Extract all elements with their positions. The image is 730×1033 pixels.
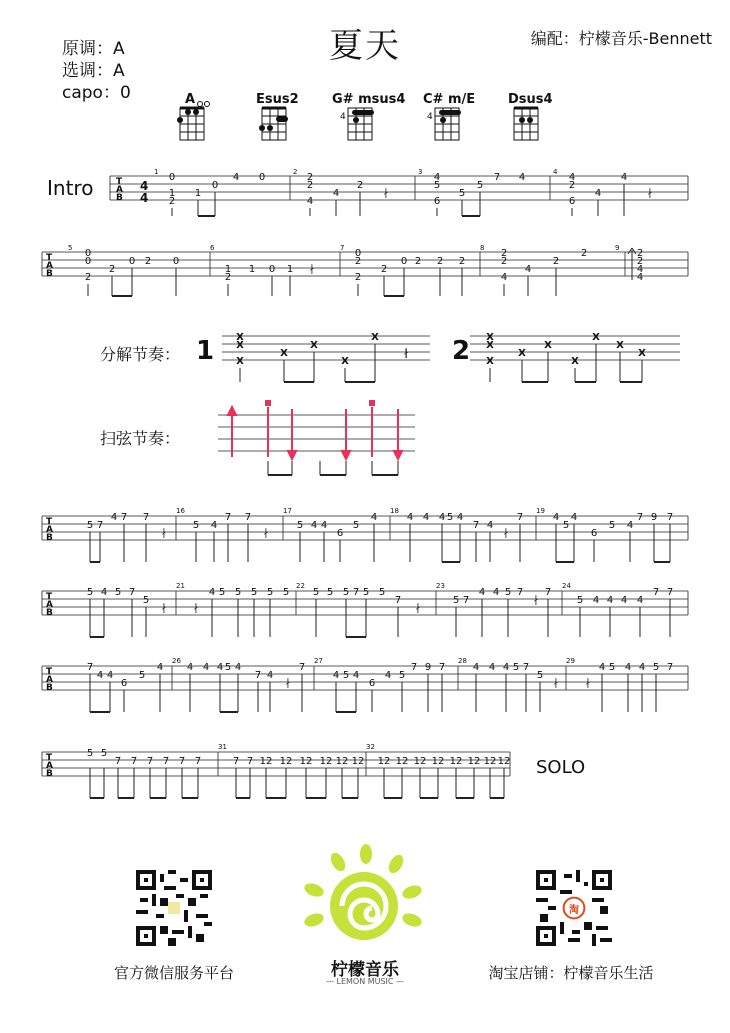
chord-name: Esus2 [256, 92, 299, 107]
capo: capo：0 [62, 83, 131, 103]
svg-text:1: 1 [286, 264, 294, 275]
svg-text:4: 4 [140, 179, 149, 193]
svg-text:4: 4 [216, 662, 224, 673]
svg-text:2: 2 [224, 272, 232, 283]
svg-text:4: 4 [208, 587, 216, 598]
svg-text:24: 24 [562, 582, 571, 590]
svg-text:5: 5 [476, 180, 484, 191]
svg-text:5: 5 [536, 670, 544, 681]
svg-text:7: 7 [516, 587, 524, 598]
svg-text:4: 4 [186, 662, 194, 673]
svg-text:12: 12 [279, 756, 293, 767]
svg-text:1: 1 [248, 264, 256, 275]
svg-text:17: 17 [283, 507, 292, 515]
svg-text:5: 5 [218, 587, 226, 598]
svg-text:X: X [280, 348, 288, 359]
svg-text:7: 7 [128, 587, 136, 598]
fret-number: 4 [340, 112, 346, 122]
svg-text:7: 7 [666, 662, 674, 673]
svg-text:4: 4 [202, 662, 210, 673]
svg-text:12: 12 [497, 756, 511, 767]
svg-text:4: 4 [620, 595, 628, 606]
svg-text:7: 7 [162, 756, 170, 767]
svg-text:T: T [46, 592, 53, 602]
svg-text:2: 2 [458, 256, 466, 267]
svg-text:31: 31 [218, 743, 227, 751]
svg-text:5: 5 [192, 520, 200, 531]
svg-text:2: 2 [580, 248, 588, 259]
arpeggio-patterns [0, 320, 730, 390]
svg-text:∤: ∤ [403, 348, 409, 359]
svg-text:4: 4 [626, 520, 634, 531]
svg-text:7: 7 [232, 756, 240, 767]
svg-text:7: 7 [652, 587, 660, 598]
svg-text:5: 5 [250, 587, 258, 598]
svg-text:2: 2 [500, 248, 508, 259]
svg-text:12: 12 [395, 756, 409, 767]
lemon-music-logo [300, 842, 430, 956]
svg-text:5: 5 [342, 670, 350, 681]
svg-text:∤: ∤ [309, 264, 315, 275]
svg-text:21: 21 [176, 582, 185, 590]
svg-text:4: 4 [636, 264, 644, 275]
svg-text:4: 4 [266, 670, 274, 681]
svg-text:X: X [518, 348, 526, 359]
svg-text:2: 2 [436, 256, 444, 267]
svg-text:4: 4 [568, 172, 576, 183]
svg-text:4: 4 [140, 191, 149, 205]
svg-text:T: T [46, 667, 53, 677]
svg-text:1: 1 [194, 188, 202, 199]
svg-text:A: A [46, 261, 53, 271]
svg-text:12: 12 [431, 756, 445, 767]
svg-text:7: 7 [246, 756, 254, 767]
svg-text:5: 5 [224, 662, 232, 673]
svg-text:7: 7 [146, 756, 154, 767]
svg-text:4: 4 [234, 662, 242, 673]
svg-text:∤: ∤ [415, 603, 421, 614]
svg-text:T: T [46, 253, 53, 263]
svg-text:X: X [486, 340, 494, 351]
svg-text:4: 4 [310, 520, 318, 531]
svg-text:X: X [371, 332, 379, 343]
svg-text:5: 5 [266, 587, 274, 598]
svg-text:12: 12 [335, 756, 349, 767]
svg-text:4: 4 [606, 595, 614, 606]
svg-text:2: 2 [568, 180, 576, 191]
svg-text:7: 7 [462, 595, 470, 606]
chord-grids [0, 90, 730, 150]
svg-text:4: 4 [384, 670, 392, 681]
pattern-number: 1 [196, 336, 215, 366]
svg-text:12: 12 [319, 756, 333, 767]
svg-text:4: 4 [370, 512, 378, 523]
svg-text:5: 5 [114, 587, 122, 598]
svg-text:B: B [116, 193, 123, 203]
svg-text:5: 5 [433, 180, 441, 191]
svg-text:9: 9 [615, 244, 620, 252]
svg-text:4: 4 [306, 196, 314, 207]
svg-text:32: 32 [366, 743, 375, 751]
svg-text:X: X [544, 340, 552, 351]
svg-text:26: 26 [172, 657, 181, 665]
svg-text:12: 12 [299, 756, 313, 767]
svg-text:7: 7 [244, 512, 252, 523]
svg-text:5: 5 [282, 587, 290, 598]
svg-text:0: 0 [128, 256, 136, 267]
svg-text:5: 5 [652, 662, 660, 673]
taobao-caption: 淘宝店铺：柠檬音乐生活 [488, 964, 654, 982]
svg-text:4: 4 [100, 587, 108, 598]
svg-text:B: B [46, 769, 53, 779]
svg-text:4: 4 [638, 662, 646, 673]
svg-text:23: 23 [436, 582, 445, 590]
chord-name: C# m/E [423, 92, 476, 107]
svg-text:A: A [46, 525, 53, 535]
svg-text:∤: ∤ [533, 595, 539, 606]
svg-text:27: 27 [314, 657, 323, 665]
svg-text:2: 2 [380, 264, 388, 275]
svg-text:5: 5 [452, 595, 460, 606]
svg-text:5: 5 [68, 244, 73, 252]
svg-text:3: 3 [418, 168, 423, 176]
svg-text:X: X [616, 340, 624, 351]
svg-text:4: 4 [96, 670, 104, 681]
svg-text:2: 2 [500, 256, 508, 267]
svg-text:0: 0 [211, 180, 219, 191]
svg-text:9: 9 [650, 512, 658, 523]
svg-text:4: 4 [636, 595, 644, 606]
svg-text:∤: ∤ [285, 678, 291, 689]
svg-text:7: 7 [298, 662, 306, 673]
svg-text:7: 7 [472, 520, 480, 531]
svg-text:X: X [236, 332, 244, 343]
svg-text:7: 7 [86, 662, 94, 673]
intro-label: Intro [47, 176, 94, 200]
svg-text:16: 16 [176, 507, 185, 515]
svg-text:12: 12 [449, 756, 463, 767]
svg-text:7: 7 [178, 756, 186, 767]
svg-text:2: 2 [293, 168, 298, 176]
svg-text:7: 7 [120, 512, 128, 523]
svg-text:∤: ∤ [193, 603, 199, 614]
svg-text:1: 1 [168, 188, 176, 199]
svg-text:X: X [236, 340, 244, 351]
svg-text:∤: ∤ [161, 603, 167, 614]
svg-text:18: 18 [390, 507, 399, 515]
svg-text:4: 4 [500, 272, 508, 283]
svg-text:4: 4 [438, 512, 446, 523]
svg-text:12: 12 [483, 756, 497, 767]
svg-text:5: 5 [398, 670, 406, 681]
svg-text:5: 5 [342, 587, 350, 598]
svg-text:T: T [116, 177, 123, 187]
svg-text:A: A [46, 600, 53, 610]
svg-text:5: 5 [312, 587, 320, 598]
svg-text:0: 0 [354, 248, 362, 259]
svg-text:2: 2 [414, 256, 422, 267]
taobao-qr-code [536, 870, 612, 950]
svg-text:1: 1 [224, 264, 232, 275]
svg-text:B: B [46, 683, 53, 693]
svg-text:6: 6 [368, 678, 376, 689]
svg-text:X: X [638, 348, 646, 359]
svg-text:4: 4 [406, 512, 414, 523]
svg-text:0: 0 [400, 256, 408, 267]
svg-text:0: 0 [84, 256, 92, 267]
chosen-key: 选调：A [62, 61, 125, 81]
svg-text:12: 12 [377, 756, 391, 767]
svg-text:4: 4 [456, 512, 464, 523]
svg-text:6: 6 [210, 244, 215, 252]
svg-text:4: 4 [433, 172, 441, 183]
svg-text:2: 2 [636, 256, 644, 267]
svg-text:X: X [236, 356, 244, 367]
chord-diagrams [0, 90, 730, 150]
svg-text:4: 4 [524, 264, 532, 275]
svg-text:4: 4 [518, 172, 526, 183]
svg-text:4: 4 [210, 520, 218, 531]
svg-text:5: 5 [504, 587, 512, 598]
svg-text:5: 5 [296, 520, 304, 531]
pattern-number: 2 [452, 336, 471, 366]
svg-text:5: 5 [512, 662, 520, 673]
svg-text:4: 4 [636, 272, 644, 283]
tab-system-intro [0, 160, 730, 320]
svg-text:7: 7 [394, 595, 402, 606]
svg-text:7: 7 [666, 512, 674, 523]
svg-text:7: 7 [352, 587, 360, 598]
svg-text:4: 4 [592, 595, 600, 606]
svg-text:7: 7 [130, 756, 138, 767]
svg-text:22: 22 [296, 582, 305, 590]
svg-text:4: 4 [332, 670, 340, 681]
arranger-credit: 编配：柠檬音乐-Bennett [530, 29, 712, 48]
chord-name: G# msus4 [332, 92, 406, 107]
svg-text:6: 6 [433, 196, 441, 207]
logo-subtitle: — LEMON MUSIC — [325, 977, 405, 986]
svg-text:A: A [46, 675, 53, 685]
svg-text:0: 0 [84, 248, 92, 259]
svg-text:∤: ∤ [553, 678, 559, 689]
svg-text:X: X [486, 356, 494, 367]
svg-text:0: 0 [172, 256, 180, 267]
svg-text:29: 29 [566, 657, 575, 665]
svg-text:∤: ∤ [647, 188, 653, 199]
svg-text:7: 7 [522, 662, 530, 673]
svg-text:5: 5 [608, 662, 616, 673]
svg-text:2: 2 [354, 256, 362, 267]
svg-text:7: 7 [636, 512, 644, 523]
svg-text:7: 7 [114, 756, 122, 767]
svg-text:7: 7 [96, 520, 104, 531]
svg-text:7: 7 [516, 512, 524, 523]
fret-number: 4 [427, 112, 433, 122]
taobao-badge: 淘 [569, 905, 579, 916]
svg-text:9: 9 [424, 662, 432, 673]
svg-text:T: T [46, 753, 53, 763]
svg-text:5: 5 [138, 670, 146, 681]
svg-text:5: 5 [326, 587, 334, 598]
svg-text:7: 7 [666, 587, 674, 598]
svg-text:∤: ∤ [503, 528, 509, 539]
svg-text:5: 5 [86, 520, 94, 531]
chord-name: A [185, 92, 196, 107]
svg-text:A: A [116, 185, 123, 195]
svg-text:7: 7 [224, 512, 232, 523]
svg-text:4: 4 [106, 670, 114, 681]
svg-text:4: 4 [332, 188, 340, 199]
svg-text:0: 0 [168, 172, 176, 183]
svg-text:X: X [310, 340, 318, 351]
svg-text:7: 7 [142, 512, 150, 523]
svg-text:6: 6 [336, 528, 344, 539]
svg-text:X: X [571, 356, 579, 367]
svg-text:X: X [486, 332, 494, 343]
svg-text:T: T [46, 517, 53, 527]
svg-text:2: 2 [356, 180, 364, 191]
svg-text:2: 2 [84, 272, 92, 283]
svg-text:0: 0 [258, 172, 266, 183]
svg-text:2: 2 [144, 256, 152, 267]
tab-system-main [0, 500, 730, 820]
svg-text:7: 7 [493, 172, 501, 183]
svg-text:8: 8 [480, 244, 485, 252]
svg-text:∤: ∤ [263, 528, 269, 539]
svg-text:2: 2 [108, 264, 116, 275]
svg-text:4: 4 [478, 587, 486, 598]
svg-text:4: 4 [594, 188, 602, 199]
svg-text:X: X [341, 356, 349, 367]
svg-text:19: 19 [536, 507, 545, 515]
svg-text:4: 4 [598, 662, 606, 673]
svg-text:4: 4 [486, 520, 494, 531]
svg-text:B: B [46, 269, 53, 279]
svg-text:4: 4 [472, 662, 480, 673]
svg-text:5: 5 [234, 587, 242, 598]
original-key: 原调：A [62, 39, 125, 59]
svg-text:1: 1 [154, 168, 159, 176]
svg-text:5: 5 [352, 520, 360, 531]
svg-text:2: 2 [636, 248, 644, 259]
solo-label: SOLO [536, 757, 586, 778]
svg-text:5: 5 [86, 587, 94, 598]
logo-name: 柠檬音乐 [331, 960, 399, 980]
svg-text:4: 4 [620, 172, 628, 183]
svg-text:4: 4 [488, 662, 496, 673]
page-title: 夏天 [329, 26, 401, 66]
svg-text:B: B [46, 533, 53, 543]
svg-text:4: 4 [232, 172, 240, 183]
svg-text:B: B [46, 608, 53, 618]
svg-text:5: 5 [100, 748, 108, 759]
svg-text:∤: ∤ [585, 678, 591, 689]
strum-label: 扫弦节奏： [100, 429, 181, 448]
svg-text:7: 7 [438, 662, 446, 673]
svg-text:7: 7 [254, 670, 262, 681]
svg-text:4: 4 [552, 512, 560, 523]
svg-text:X: X [592, 332, 600, 343]
arpeggio-label: 分解节奏： [100, 345, 181, 364]
svg-text:4: 4 [320, 520, 328, 531]
svg-text:5: 5 [142, 595, 150, 606]
svg-text:5: 5 [562, 520, 570, 531]
svg-text:4: 4 [422, 512, 430, 523]
svg-text:2: 2 [552, 256, 560, 267]
svg-text:4: 4 [502, 662, 510, 673]
svg-text:7: 7 [194, 756, 202, 767]
svg-text:4: 4 [624, 662, 632, 673]
svg-text:2: 2 [306, 180, 314, 191]
svg-text:4: 4 [352, 670, 360, 681]
svg-text:∤: ∤ [383, 188, 389, 199]
svg-text:5: 5 [362, 587, 370, 598]
svg-text:4: 4 [553, 168, 558, 176]
svg-text:7: 7 [544, 587, 552, 598]
svg-text:4: 4 [570, 512, 578, 523]
svg-text:12: 12 [351, 756, 365, 767]
svg-text:6: 6 [568, 196, 576, 207]
svg-text:2: 2 [306, 172, 314, 183]
svg-text:4: 4 [492, 587, 500, 598]
svg-text:28: 28 [458, 657, 467, 665]
svg-text:5: 5 [86, 748, 94, 759]
svg-text:5: 5 [446, 512, 454, 523]
svg-text:6: 6 [590, 528, 598, 539]
svg-text:2: 2 [168, 196, 176, 207]
svg-text:12: 12 [413, 756, 427, 767]
svg-text:A: A [46, 761, 53, 771]
svg-text:2: 2 [354, 272, 362, 283]
strum-pattern [0, 395, 730, 480]
svg-text:5: 5 [576, 595, 584, 606]
svg-text:5: 5 [458, 188, 466, 199]
chord-name: Dsus4 [508, 92, 553, 107]
svg-text:12: 12 [467, 756, 481, 767]
svg-text:5: 5 [378, 587, 386, 598]
svg-text:7: 7 [340, 244, 345, 252]
svg-text:6: 6 [120, 678, 128, 689]
svg-text:7: 7 [410, 662, 418, 673]
svg-text:5: 5 [608, 520, 616, 531]
svg-text:12: 12 [259, 756, 273, 767]
wechat-qr-code [136, 870, 212, 950]
wechat-caption: 官方微信服务平台 [113, 964, 234, 982]
svg-text:4: 4 [110, 512, 118, 523]
svg-text:∤: ∤ [161, 528, 167, 539]
svg-text:0: 0 [268, 264, 276, 275]
svg-text:4: 4 [156, 662, 164, 673]
